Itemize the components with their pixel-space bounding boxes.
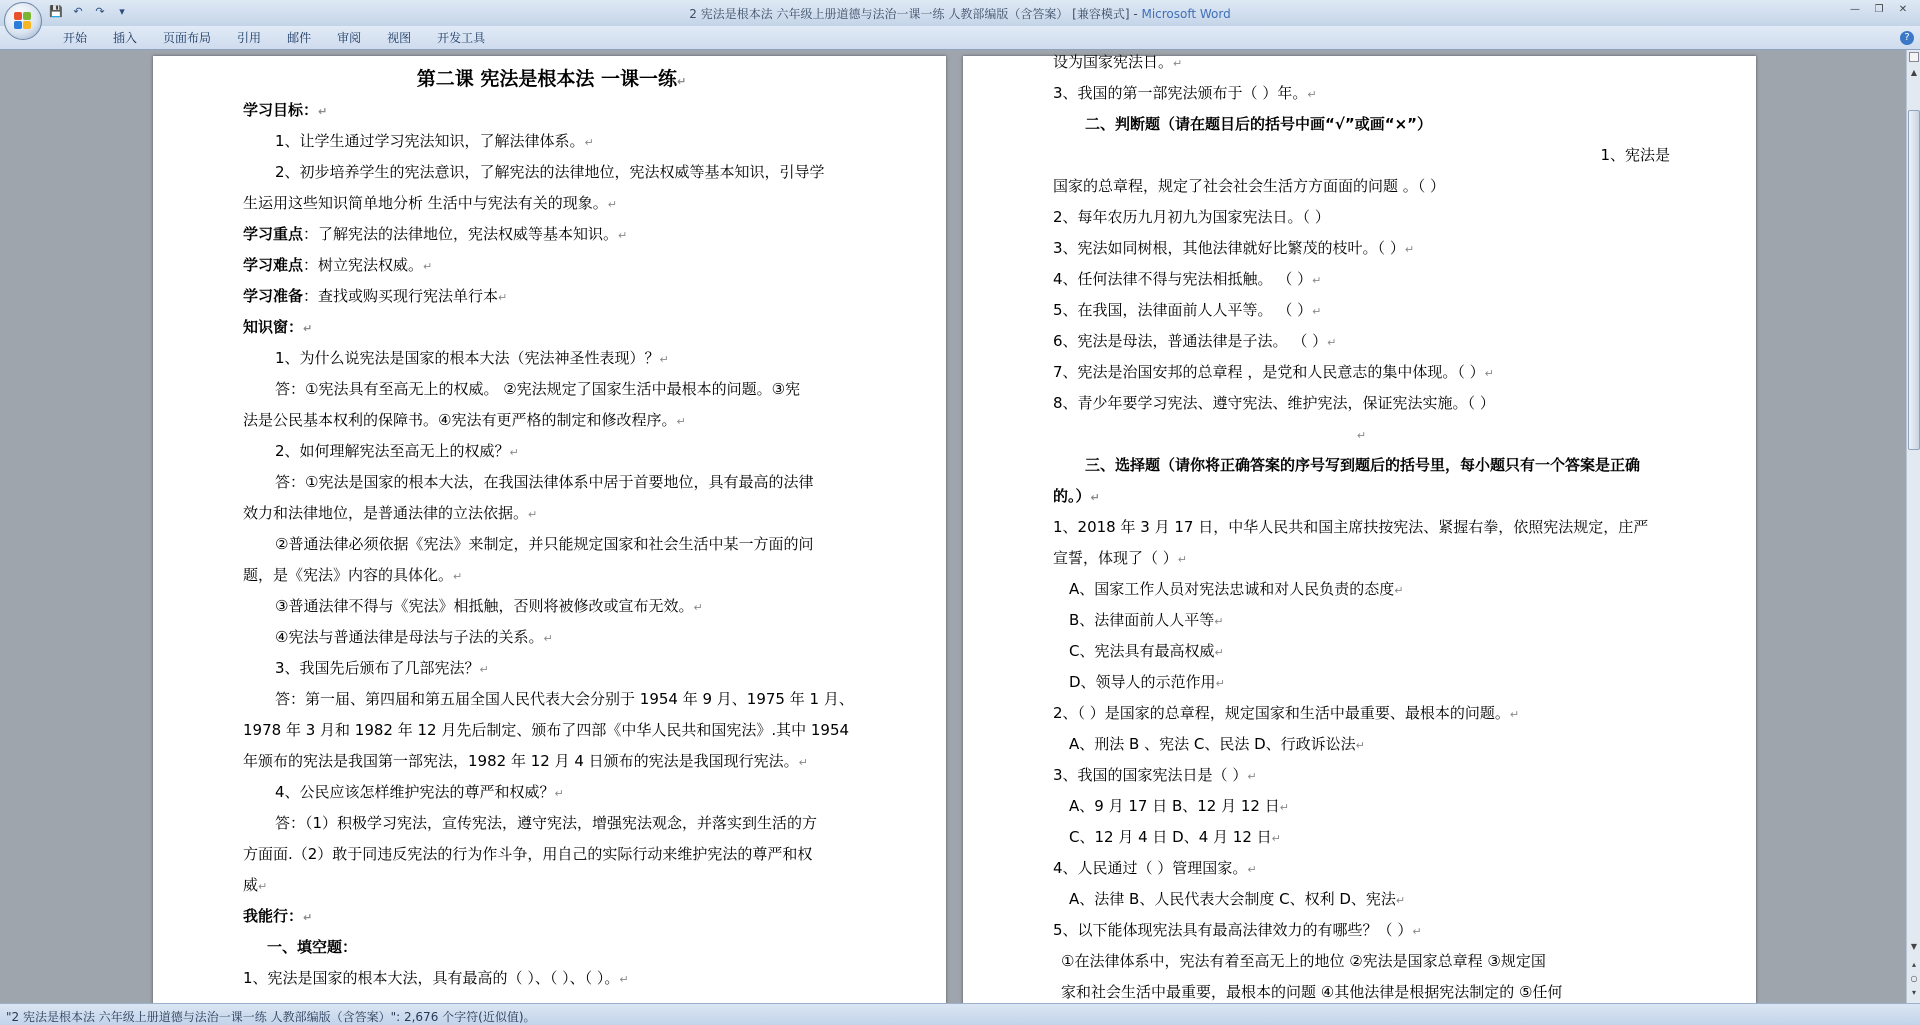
help-icon[interactable]: ? — [1900, 31, 1914, 45]
scroll-down-icon[interactable]: ▼ — [1910, 942, 1918, 951]
text-line: 答：第一届、第四届和第五届全国人民代表大会分别于 1954 年 9 月、1975 年 1 月、 — [275, 690, 854, 708]
text-line: 2、每年农历九月初九为国家宪法日。（ ） — [1053, 208, 1330, 226]
app-name: Microsoft Word — [1141, 7, 1231, 21]
text-line: 宣誓，体现了（ ）↵ — [1053, 549, 1187, 567]
option-line: A、国家工作人员对宪法忠诚和对人民负责的态度↵ — [1069, 580, 1404, 598]
page-content-left — [243, 64, 860, 994]
focus-line: 学习重点：了解宪法的法律地位，宪法权威等基本知识。↵ — [243, 225, 628, 243]
option-line: C、宪法具有最高权威↵ — [1069, 642, 1224, 660]
minimize-button[interactable]: — — [1850, 4, 1860, 15]
text-line: 国家的总章程，规定了社会社会生活方方面面的问题 。（ ） — [1053, 177, 1446, 195]
option-line: A、9 月 17 日 B、12 月 12 日↵ — [1069, 797, 1289, 815]
tab-page-layout[interactable]: 页面布局 — [163, 31, 212, 45]
fill-blank-heading: 一、填空题： — [267, 938, 358, 956]
difficulty-line: 学习难点：树立宪法权威。↵ — [243, 256, 433, 274]
practice-label: 我能行：↵ — [243, 907, 313, 925]
undo-icon[interactable]: ↶ — [73, 5, 83, 18]
text-line: 6、宪法是母法，普通法律是子法。 （ ）↵ — [1053, 332, 1337, 350]
text-line: 3、我国的国家宪法日是（ ）↵ — [1053, 766, 1257, 784]
text-line: 7、宪法是治国安邦的总章程 ，是党和人民意志的集中体现。（ ）↵ — [1053, 363, 1494, 381]
text-line: 8、青少年要学习宪法、遵守宪法、维护宪法，保证宪法实施。（ ） — [1053, 394, 1495, 412]
page-content-right — [1053, 50, 1670, 1003]
text-line: 4、公民应该怎样维护宪法的尊严和权威？↵ — [275, 783, 564, 801]
text-line: 2、（ ）是国家的总章程，规定国家和生活中最重要、最根本的问题。↵ — [1053, 704, 1520, 722]
text-line: 1、让学生通过学习宪法知识，了解法律体系。↵ — [275, 132, 594, 150]
tab-insert[interactable]: 插入 — [113, 31, 138, 45]
text-line: 1、2018 年 3 月 17 日，中华人民共和国主席扶按宪法、紧握右拳，依照宪法规定，庄严 — [1053, 518, 1649, 536]
option-line: A、刑法 B 、宪法 C、民法 D、行政诉讼法↵ — [1069, 735, 1365, 753]
tab-developer[interactable]: 开发工具 — [437, 31, 486, 45]
text-line: ③普通法律不得与《宪法》相抵触，否则将被修改或宣布无效。↵ — [275, 597, 703, 615]
scroll-up-icon[interactable]: ▲ — [1910, 68, 1918, 77]
redo-icon[interactable]: ↷ — [95, 5, 105, 18]
browse-object-icon[interactable]: ○ — [1910, 974, 1918, 983]
tab-references[interactable]: 引用 — [237, 31, 262, 45]
document-page-left[interactable] — [153, 56, 946, 1003]
knowledge-label: 知识窗：↵ — [243, 318, 313, 336]
tab-review[interactable]: 审阅 — [337, 31, 362, 45]
text-line: ②普通法律必须依据《宪法》来制定，并只能规定国家和社会生活中某一方面的问 — [275, 535, 814, 553]
text-line: 3、我国先后颁布了几部宪法？↵ — [275, 659, 489, 677]
text-line: 答：（1）积极学习宪法，宣传宪法，遵守宪法，增强宪法观念，并落实到生活的方 — [275, 814, 818, 832]
text-line: 答：①宪法具有至高无上的权威。 ②宪法规定了国家生活中最根本的问题。③宪 — [275, 380, 801, 398]
tab-view[interactable]: 视图 — [387, 31, 412, 45]
ribbon-tab-bar — [0, 26, 1920, 50]
window-title — [0, 5, 1920, 22]
restore-button[interactable]: ❐ — [1874, 4, 1884, 15]
option-line: A、法律 B、人民代表大会制度 C、权利 D、宪法↵ — [1069, 890, 1406, 908]
status-text: "2 宪法是根本法 六年级上册道德与法治一课一练 人教部编版（含答案）": 2,676 个字符(近似值)。 — [6, 1010, 536, 1024]
prep-line: 学习准备：查找或购买现行宪法单行本↵ — [243, 287, 508, 305]
view-ruler-button[interactable] — [1909, 52, 1919, 62]
document-title: 2 宪法是根本法 六年级上册道德与法治一课一练 人教部编版（含答案） [兼容模式] - — [689, 7, 1142, 21]
text-line: ①在法律体系中，宪法有着至高无上的地位 ②宪法是国家总章程 ③规定国 — [1061, 952, 1546, 970]
scroll-thumb[interactable] — [1908, 110, 1920, 450]
goals-label: 学习目标：↵ — [243, 101, 328, 119]
text-line: 1978 年 3 月和 1982 年 12 月先后制定、颁布了四部《中华人民共和国宪法》.其中 1954 — [243, 721, 850, 739]
office-logo-icon — [14, 12, 32, 30]
document-page-right[interactable] — [963, 53, 1756, 1003]
text-line: 5、在我国，法律面前人人平等。 （ ）↵ — [1053, 301, 1322, 319]
judge-heading: 二、判断题（请在题目后的括号中画“√”或画“×”） — [1085, 115, 1433, 133]
text-line: 1、为什么说宪法是国家的根本大法（宪法神圣性表现）？↵ — [275, 349, 669, 367]
vertical-scrollbar[interactable] — [1906, 50, 1920, 1003]
text-line: 3、宪法如同树根，其他法律就好比繁茂的枝叶。（ ）↵ — [1053, 239, 1415, 257]
option-line: B、法律面前人人平等↵ — [1069, 611, 1224, 629]
document-workspace — [0, 50, 1906, 1003]
text-line: 5、以下能体现宪法具有最高法律效力的有哪些？（ ）↵ — [1053, 921, 1422, 939]
text-line: 2、初步培养学生的宪法意识，了解宪法的法律地位，宪法权威等基本知识，引导学 — [275, 163, 825, 181]
tab-mailings[interactable]: 邮件 — [287, 31, 312, 45]
choice-heading: 三、选择题（请你将正确答案的序号写到题后的括号里，每小题只有一个答案是正确 — [1085, 456, 1641, 474]
text-line: 3、我国的第一部宪法颁布于（ ）年。↵ — [1053, 84, 1317, 102]
close-button[interactable]: ✕ — [1898, 4, 1908, 15]
text-line: 生运用这些知识简单地分析 生活中与宪法有关的现象。↵ — [243, 194, 617, 212]
text-line: 4、人民通过（ ）管理国家。↵ — [1053, 859, 1257, 877]
status-bar — [0, 1003, 1920, 1025]
text-line: 年颁布的宪法是我国第一部宪法，1982 年 12 月 4 日颁布的宪法是我国现行宪法。↵ — [243, 752, 808, 770]
text-line: 设为国家宪法日。↵ — [1053, 53, 1183, 71]
tab-home[interactable]: 开始 — [63, 31, 88, 45]
text-line: 1、宪法是 — [1600, 146, 1670, 164]
text-line: 家和社会生活中最重要，最根本的问题 ④其他法律是根据宪法制定的 ⑤任何 — [1061, 983, 1563, 1001]
document-heading: 第二课 宪法是根本法 一课一练↵ — [416, 68, 687, 90]
customize-qat-icon[interactable]: ▾ — [119, 5, 125, 18]
text-line: 4、任何法律不得与宪法相抵触。 （ ）↵ — [1053, 270, 1322, 288]
window-controls — [1844, 2, 1914, 18]
option-line: D、领导人的示范作用↵ — [1069, 673, 1225, 691]
text-line: 1、宪法是国家的根本大法，具有最高的（ ）、（ ）、（ ）。↵ — [243, 969, 629, 987]
choice-heading-cont: 的。）↵ — [1053, 487, 1100, 505]
office-button[interactable] — [4, 2, 42, 40]
text-line: 2、如何理解宪法至高无上的权威？↵ — [275, 442, 519, 460]
text-line: 题，是《宪法》内容的具体化。↵ — [243, 566, 463, 584]
text-line: 效力和法律地位，是普通法律的立法依据。↵ — [243, 504, 538, 522]
text-line: ④宪法与普通法律是母法与子法的关系。↵ — [275, 628, 553, 646]
text-line: 威↵ — [243, 876, 268, 894]
text-line: 答：①宪法是国家的根本大法，在我国法律体系中居于首要地位，具有最高的法律 — [275, 473, 814, 491]
save-icon[interactable]: 💾 — [49, 5, 63, 18]
title-bar — [0, 0, 1920, 26]
next-page-icon[interactable]: ▾ — [1911, 988, 1916, 997]
empty-line: ↵ — [1356, 429, 1367, 442]
text-line: 方面面.（2）敢于同违反宪法的行为作斗争，用自己的实际行动来维护宪法的尊严和权 — [243, 845, 813, 863]
text-line: 法是公民基本权利的保障书。④宪法有更严格的制定和修改程序。↵ — [243, 411, 686, 429]
prev-page-icon[interactable]: ▴ — [1911, 960, 1916, 969]
option-line: C、12 月 4 日 D、4 月 12 日↵ — [1069, 828, 1281, 846]
